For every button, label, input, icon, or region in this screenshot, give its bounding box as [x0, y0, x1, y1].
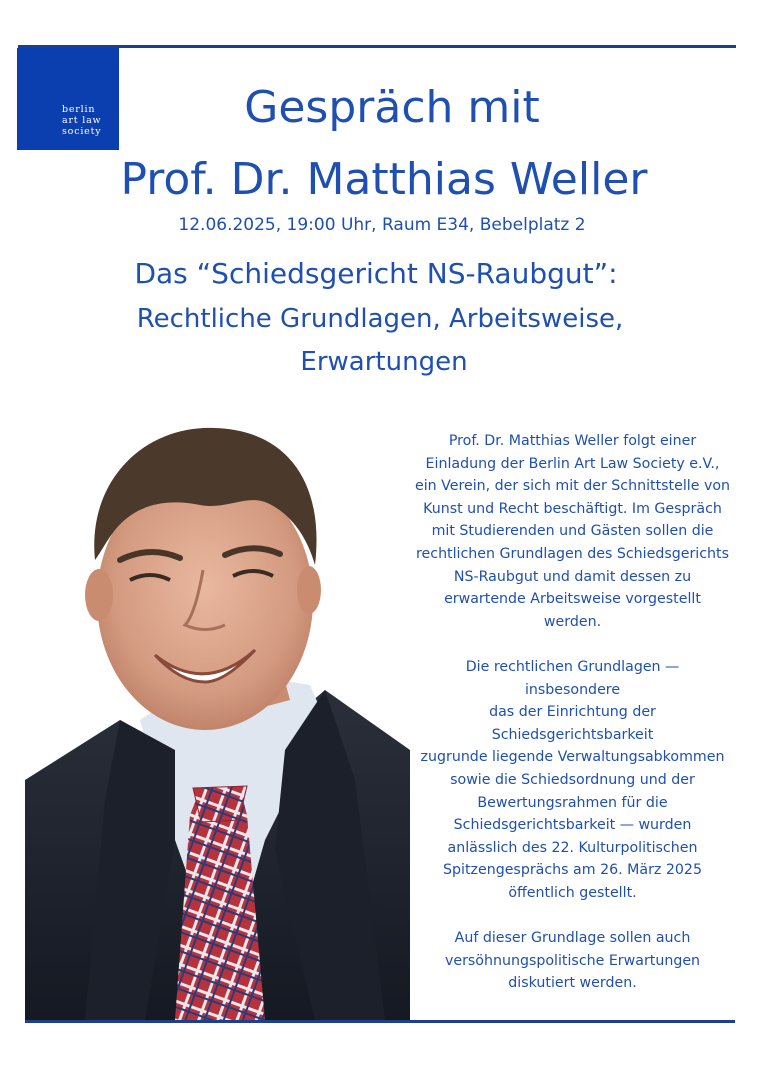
portrait-illustration: [25, 420, 410, 1020]
description-paragraph-1: [405, 430, 740, 633]
text-line: Spitzengesprächs am 26. März 2025: [443, 862, 702, 879]
speaker-name: Prof. Dr. Matthias Weller: [120, 154, 648, 205]
subtitle-line-3: Erwartungen: [300, 347, 468, 377]
logo-line: berlin: [62, 104, 96, 115]
speaker-portrait: [25, 420, 410, 1020]
top-divider: [18, 45, 736, 48]
text-line: ein Verein, der sich mit der Schnittstelle von: [414, 478, 731, 495]
text-line: das der Einrichtung der: [489, 704, 656, 721]
text-line: NS-Raubgut und damit dessen zu: [453, 568, 692, 585]
description-column: [405, 430, 740, 995]
text-line: öffentlich gestellt.: [508, 884, 637, 901]
text-line: Bewertungsrahmen für die: [477, 794, 668, 811]
text-line: anlässlich des 22. Kulturpolitischen: [447, 839, 698, 856]
text-line: Schiedsgerichtsbarkeit — wurden: [453, 817, 692, 834]
text-line: rechtlichen Grundlagen des Schiedsgerichts: [416, 545, 729, 562]
text-line: Die rechtlichen Grundlagen —: [465, 658, 680, 675]
text-line: Kunst und Recht beschäftigt. Im Gespräch: [423, 500, 722, 517]
logo-line: society: [62, 126, 102, 137]
text-line: sowie die Schiedsordnung und der: [450, 771, 695, 788]
title-line-1: Gespräch mit: [244, 82, 540, 133]
text-line: versöhnungspolitische Erwartungen: [444, 952, 701, 969]
text-line: Auf dieser Grundlage sollen auch: [454, 930, 691, 947]
description-paragraph-2: [405, 656, 740, 905]
text-line: zugrunde liegende Verwaltungsabkommen: [420, 749, 725, 766]
text-line: Prof. Dr. Matthias Weller folgt einer: [448, 433, 697, 449]
bottom-divider: [25, 1020, 735, 1023]
subtitle-line-1: Das “Schiedsgericht NS-Raubgut”:: [134, 257, 618, 290]
text-line: erwartende Arbeitsweise vorgestellt: [444, 591, 701, 608]
text-line: diskutiert werden.: [508, 975, 637, 992]
description-paragraph-3: [405, 927, 740, 995]
text-line: Einladung der Berlin Art Law Society e.V.,: [425, 455, 720, 472]
event-info: 12.06.2025, 19:00 Uhr, Raum E34, Bebelplatz 2: [178, 215, 586, 235]
text-line: mit Studierenden und Gästen sollen die: [431, 523, 714, 540]
text-line: Schiedsgerichtsbarkeit: [491, 726, 654, 743]
text-line: insbesondere: [524, 681, 621, 698]
text-line: werden.: [543, 613, 602, 630]
subtitle-line-2: Rechtliche Grundlagen, Arbeitsweise,: [136, 304, 624, 334]
logo-line: art law: [62, 115, 102, 126]
